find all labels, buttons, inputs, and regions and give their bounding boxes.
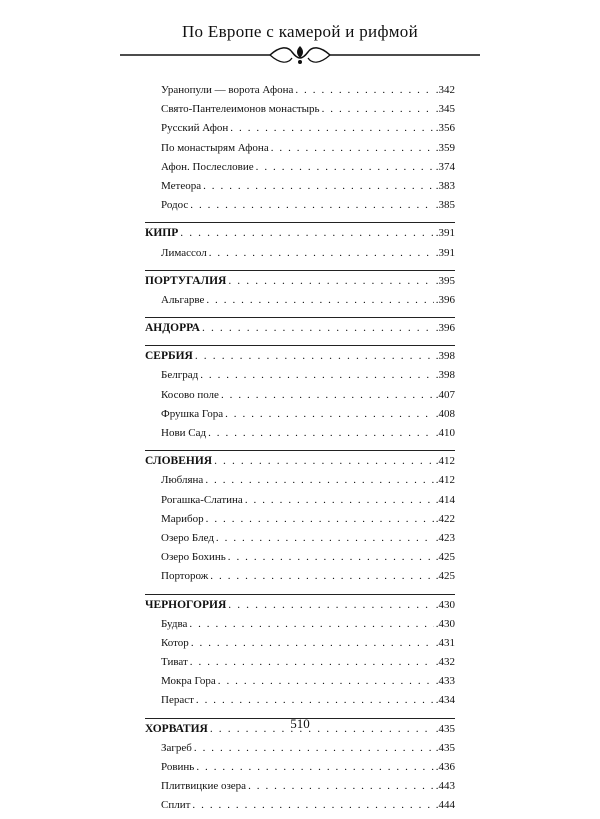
toc-entry [145,656,455,675]
entry-page-number: .431 [435,636,455,649]
entry-page-number: .425 [435,570,455,583]
entry-title: Альгарве [161,293,205,306]
entry-title: Сплит [161,799,191,812]
entry-page-number: .422 [435,512,455,525]
toc-country-entry [145,455,455,474]
dot-leader [271,142,434,154]
entry-page-number: .398 [435,350,455,363]
toc-entry [145,694,455,713]
toc-entry [145,780,455,799]
dot-leader [206,513,434,525]
dot-leader [218,675,434,687]
entry-page-number: .432 [435,656,455,669]
entry-page-number: .391 [435,246,455,259]
country-title: ПОРТУГАЛИЯ [145,274,227,287]
dot-leader [195,350,434,362]
toc-entry [145,637,455,656]
entry-title: Будва [161,617,188,630]
section-divider [145,222,455,223]
entry-page-number: .391 [435,227,455,240]
entry-title: Рогашка-Слатина [161,493,243,506]
dot-leader [248,780,434,792]
dot-leader [221,389,434,401]
entry-page-number: .374 [435,160,455,173]
dot-leader [245,494,434,506]
toc-entry [145,161,455,180]
entry-title: Порторож [161,570,209,583]
toc-entry [145,142,455,161]
toc-entry [145,761,455,780]
country-title: ХОРВАТИЯ [145,722,208,735]
dot-leader [200,369,434,381]
entry-page-number: .430 [435,617,455,630]
entry-title: По монастырям Афона [161,141,269,154]
entry-page-number: .435 [435,741,455,754]
toc-entry [145,180,455,199]
dot-leader [205,474,433,486]
entry-page-number: .407 [435,388,455,401]
entry-page-number: .412 [435,474,455,487]
toc-entry [145,532,455,551]
entry-page-number: .444 [435,799,455,812]
entry-page-number: .396 [435,293,455,306]
entry-title: Русский Афон [161,122,229,135]
entry-title: Белград [161,369,199,382]
section-divider [145,450,455,451]
entry-title: Тиват [161,656,188,669]
toc-entry [145,103,455,122]
section-divider [145,345,455,346]
entry-page-number: .412 [435,455,455,468]
country-title: СЛОВЕНИЯ [145,455,213,468]
entry-page-number: .434 [435,694,455,707]
entry-title: Нови Сад [161,427,207,439]
entry-title: Косово поле [161,388,219,401]
dot-leader [190,199,433,211]
dot-leader [228,275,433,287]
dot-leader [322,103,434,115]
entry-page-number: .423 [435,531,455,544]
toc-country-entry [145,322,455,341]
dot-leader [210,570,433,582]
country-title: ЧЕРНОГОРИЯ [145,598,227,611]
entry-page-number: .435 [435,722,455,735]
dot-leader [208,427,434,439]
toc-entry [145,570,455,589]
entry-page-number: .408 [435,407,455,420]
toc-entry [145,369,455,388]
toc-country-entry [145,275,455,294]
toc-entry [145,742,455,761]
entry-page-number: .359 [435,141,455,154]
entry-title: Мокра Гора [161,675,216,688]
dot-leader [214,455,434,467]
toc-entry [145,513,455,532]
country-title: КИПР [145,227,179,240]
country-title: СЕРБИЯ [145,350,193,363]
entry-title: Озеро Бохинь [161,551,226,564]
entry-page-number: .425 [435,551,455,564]
country-title: АНДОРРА [145,322,200,335]
toc-entry [145,494,455,513]
toc-entry [145,408,455,427]
entry-title: Лимассол [161,246,207,259]
dot-leader [189,618,433,630]
dot-leader [196,761,433,773]
toc-entry [145,294,455,313]
entry-title: Афон. Послесловие [161,160,254,173]
entry-title: Уранопули — ворота Афона [161,84,294,96]
entry-page-number: .430 [435,598,455,611]
toc-country-entry [145,350,455,369]
entry-title: Котор [161,636,189,649]
entry-page-number: .383 [435,179,455,192]
entry-title: Родос [161,199,189,212]
entry-page-number: .414 [435,493,455,506]
dot-leader [295,84,433,96]
dot-leader [228,551,434,563]
entry-title: Фрушка Гора [161,407,224,420]
dot-leader [256,161,434,173]
entry-page-number: .436 [435,761,455,773]
dot-leader [225,408,434,420]
dot-leader [206,294,433,306]
dot-leader [180,227,433,239]
toc-entry [145,84,455,103]
toc-country-entry [145,227,455,246]
entry-title: Плитвицкие озера [161,780,247,793]
section-divider [145,317,455,318]
entry-title: Загреб [161,741,192,754]
entry-page-number: .342 [435,84,455,96]
dot-leader [209,247,434,259]
dot-leader [190,656,434,668]
entry-title: Марибор [161,512,204,525]
page-number: 510 [290,716,310,731]
dot-leader [230,122,433,134]
entry-title: Любляна [161,474,204,487]
toc-entry [145,675,455,694]
toc-entry [145,247,455,266]
entry-page-number: .443 [435,780,455,793]
toc-entry [145,551,455,570]
entry-page-number: .385 [435,199,455,212]
running-header-title: По Европе с камерой и рифмой [181,22,419,41]
entry-page-number: .410 [435,427,455,439]
toc-entry [145,199,455,218]
dot-leader [228,599,433,611]
section-divider [145,270,455,271]
entry-page-number: .395 [435,274,455,287]
dot-leader [202,322,434,334]
toc-entry [145,799,455,818]
dot-leader [191,637,434,649]
entry-page-number: .345 [435,103,455,116]
toc-entry [145,427,455,446]
entry-page-number: .396 [435,322,455,335]
dot-leader [216,532,434,544]
entry-page-number: .398 [435,369,455,382]
entry-title: Свято-Пантелеимонов монастырь [161,103,320,116]
toc-entry [145,389,455,408]
entry-title: Пераст [161,694,194,707]
toc-entry [145,474,455,493]
toc-entry [145,122,455,141]
entry-page-number: .356 [435,122,455,135]
dot-leader [196,694,434,706]
entry-title: Ровинь [161,761,195,773]
entry-page-number: .433 [435,675,455,688]
section-divider [145,594,455,595]
dot-leader [203,180,434,192]
table-of-contents [145,84,455,819]
entry-title: Озеро Блед [161,531,214,544]
dot-leader [192,799,433,811]
toc-country-entry [145,599,455,618]
dot-leader [194,742,434,754]
entry-title: Метеора [161,179,202,192]
toc-entry [145,618,455,637]
ornament-divider [120,42,480,68]
